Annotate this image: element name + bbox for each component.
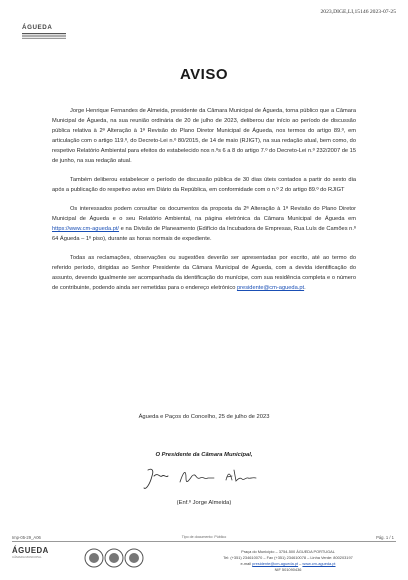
paragraph-1: Jorge Henrique Fernandes de Almeida, presidente da Câmara Municipal de Águeda, torna público que a Câmara Municipal de Águeda, na sua reunião ordinária de 20 de julho de 2023, deliberou dar início ao período de discussão pública relativa à 2ª Alteração à 1ª Revisão do Plano Diretor Municipal de Águeda, nos termos do artigo 89.º, em articulação com o artigo 119.º, do Decreto-Lei n.º 80/2015, de 14 de maio (RJIGT), na sua redação atual, bem como, do respetivo Relatório Ambiental para efeitos do estabelecido nos n.ºs 6 a 8 do artigo 7.º do Decreto-Lei n.º 232/2007 de 15 de junho, na sua redação atual.	[52, 108, 356, 164]
document-type: Tipo de documento: Público	[181, 535, 227, 539]
footer-logo-wordmark: ÁGUEDA	[12, 546, 49, 555]
footer-phones: Tel: (+351) 234610070 – Fax (+351) 234610078 – Linha Verde: 800203197	[223, 555, 353, 560]
page-number: Pág. 1 / 1	[376, 535, 394, 540]
logo-stripes-icon	[22, 33, 66, 39]
footer-divider	[12, 541, 396, 542]
handwritten-signature	[140, 464, 270, 494]
paragraph-3-text: Os interessados podem consultar os documentos da proposta da 2ª Alteração à 1ª Revisão do Plano Diretor Municipal de Águeda e o seu Relatório Ambiental, na página eletrónica da Câmara Municipal de Águeda em	[52, 206, 356, 222]
form-code: Imp-05-29_A06	[12, 535, 41, 540]
footer-website-link[interactable]: www.cm-agueda.pt	[302, 561, 336, 566]
logo-wordmark: ÁGUEDA	[22, 24, 53, 31]
paragraph-4-end: .	[304, 285, 306, 291]
paragraph-2: Também deliberou estabelecer o período de discussão pública de 30 dias úteis contados a partir do sexto dia após a publicação do respetivo aviso em Diário da República, em conformidade com o n.º 2 do artigo 89.º do RJIGT	[52, 177, 356, 193]
document-reference: 2023,DIGE,LI,15146 2023-07-25	[320, 9, 396, 15]
footer-contacts	[190, 549, 386, 573]
paragraph-4-text: Todas as reclamações, observações ou sugestões deverão ser apresentadas por escrito, até ao termo do referido período, dirigidas ao Senhor Presidente da Câmara Municipal de Águeda, com a devida identificação do assunto, devendo igualmente ser acompanhada da identificação do munícipe, com sua residência completa e o número de contribuinte, podendo ainda ser remetidas para o endereço eletrónico	[52, 255, 356, 291]
paragraph-3-text-end: e na Divisão de Planeamento (Edifício da Incubadora de Empresas, Rua Luís de Camões n.º 64 Águeda – 1º piso), durante as horas normais de expediente.	[52, 226, 356, 242]
place-date: Águeda e Paços do Concelho, 25 de julho de 2023	[138, 414, 270, 420]
signature-heading: O Presidente da Câmara Municipal,	[155, 452, 253, 458]
agueda-logo	[22, 24, 82, 39]
footer-logo-subtitle: CÂMARA MUNICIPAL	[12, 555, 42, 559]
document-body	[52, 106, 356, 302]
footer-separator: –	[298, 561, 303, 566]
footer-nif: NIF 501090436	[274, 567, 302, 572]
signatory-name: (Enf.º Jorge Almeida)	[176, 500, 232, 506]
paragraph-4	[52, 253, 356, 293]
footer-email-label: e-mail	[240, 561, 253, 566]
footer-address: Praça do Município – 3754-500 ÁGUEDA PORTUGAL	[241, 549, 335, 554]
email-link[interactable]: presidente@cm-agueda.pt	[236, 285, 305, 291]
certification-seals-icon	[84, 546, 144, 570]
footer-email-link[interactable]: presidente@cm-agueda.pt	[252, 561, 299, 566]
paragraph-3	[52, 204, 356, 244]
footer-logo	[12, 546, 49, 559]
website-link[interactable]: https://www.cm-agueda.pt/	[52, 226, 120, 232]
document-title: AVISO	[179, 66, 229, 83]
